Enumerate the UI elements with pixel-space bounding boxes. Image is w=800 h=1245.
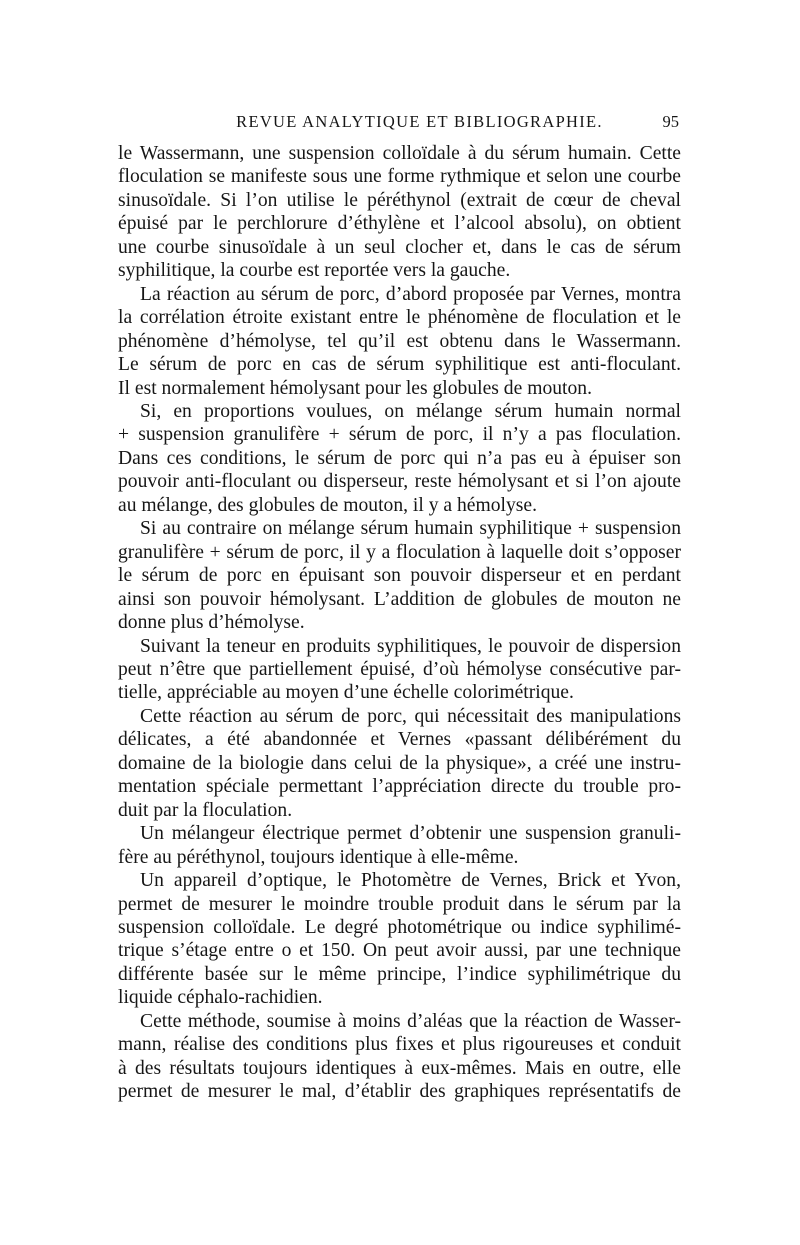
text-line: à des résultats toujours identiques à eux-mêmes. Mais en outre, elle: [118, 1057, 681, 1079]
text-line: donne plus d’hémolyse.: [118, 612, 305, 634]
text-line: duit par la floculation.: [118, 799, 293, 821]
text-line: peut n’être que partiellement épuisé, d’où hémolyse consécutive par-: [118, 658, 681, 680]
text-line: délicates, a été abandonnée et Vernes «passant délibérément du: [118, 729, 681, 751]
text-line: suspension colloïdale. Le degré photométrique ou indice syphilimé-: [118, 916, 681, 938]
text-line: Le sérum de porc en cas de sérum syphilitique est anti-floculant.: [118, 354, 681, 376]
paragraph: [118, 822, 681, 869]
text-line: liquide céphalo-rachidien.: [118, 987, 323, 1009]
paragraph: [118, 1010, 681, 1104]
text-line: épuisé par le perchlorure d’éthylène et l’alcool absolu), on obtient: [118, 213, 681, 235]
text-line: domaine de la biologie dans celui de la physique», a créé une instru-: [118, 752, 681, 774]
text-line: fère au péréthynol, toujours identique à elle-même.: [118, 846, 519, 868]
text-line: Si, en proportions voulues, on mélange sérum humain normal: [140, 400, 681, 422]
text-line: + suspension granulifère + sérum de porc, il n’y a pas floculation.: [118, 424, 681, 446]
text-line: permet de mesurer le moindre trouble produit dans le sérum par la: [118, 893, 681, 915]
text-line: La réaction au sérum de porc, d’abord proposée par Vernes, montra: [140, 283, 681, 305]
text-line: Un mélangeur électrique permet d’obtenir une suspension granuli-: [140, 823, 681, 845]
text-line: Un appareil d’optique, le Photomètre de Vernes, Brick et Yvon,: [140, 870, 681, 892]
text-line: permet de mesurer le mal, d’établir des graphiques représentatifs de: [118, 1081, 681, 1103]
book-page: [118, 112, 681, 1104]
paragraph: [118, 869, 681, 1010]
paragraph: [118, 283, 681, 400]
text-line: mann, réalise des conditions plus fixes et plus rigoureuses et conduit: [118, 1034, 681, 1056]
text-line: trique s’étage entre o et 150. On peut avoir aussi, par une technique: [118, 940, 681, 962]
text-line: au mélange, des globules de mouton, il y a hémolyse.: [118, 494, 537, 516]
text-line: floculation se manifeste sous une forme rythmique et selon une courbe: [118, 166, 681, 188]
text-line: la corrélation étroite existant entre le phénomène de floculation et le: [118, 307, 681, 329]
text-line: Dans ces conditions, le sérum de porc qui n’a pas eu à épuiser son: [118, 447, 681, 469]
text-line: pouvoir anti-floculant ou disperseur, reste hémolysant et si l’on ajoute: [118, 471, 681, 493]
text-line: différente basée sur le même principe, l’indice syphilimétrique du: [118, 963, 681, 985]
paragraph: [118, 517, 681, 634]
text-line: syphilitique, la courbe est reportée vers la gauche.: [118, 260, 511, 282]
running-head-title: REVUE ANALYTIQUE ET BIBLIOGRAPHIE.: [236, 112, 603, 131]
text-line: mentation spéciale permettant l’appréciation directe du trouble pro-: [118, 776, 681, 798]
text-line: Suivant la teneur en produits syphilitiques, le pouvoir de dispersion: [140, 635, 681, 657]
text-line: le sérum de porc en épuisant son pouvoir disperseur et en perdant: [118, 565, 681, 587]
text-line: Cette méthode, soumise à moins d’aléas que la réaction de Wasser-: [140, 1010, 681, 1032]
text-line: une courbe sinusoïdale à un seul clocher et, dans le cas de sérum: [118, 236, 681, 258]
text-line: sinusoïdale. Si l’on utilise le péréthynol (extrait de cœur de cheval: [118, 189, 681, 211]
text-line: tielle, appréciable au moyen d’une échelle colorimétrique.: [118, 682, 574, 704]
paragraph: [118, 142, 681, 283]
text-line: phénomène d’hémolyse, tel qu’il est obtenu dans le Wassermann.: [118, 330, 681, 352]
text-line: le Wassermann, une suspension colloïdale à du sérum humain. Cette: [118, 143, 681, 164]
paragraph: [118, 705, 681, 822]
paragraph: [118, 635, 681, 705]
text-line: Il est normalement hémolysant pour les globules de mouton.: [118, 377, 592, 399]
text-line: ainsi son pouvoir hémolysant. L’addition de globules de mouton ne: [118, 588, 681, 610]
paragraph: [118, 400, 681, 517]
text-line: granulifère + sérum de porc, il y a floculation à laquelle doit s’opposer: [118, 541, 681, 563]
page-number: 95: [662, 112, 679, 131]
running-head: [118, 112, 681, 142]
text-line: Cette réaction au sérum de porc, qui nécessitait des manipulations: [140, 705, 681, 727]
text-line: Si au contraire on mélange sérum humain syphilitique + suspension: [140, 518, 681, 540]
body-text: [118, 142, 681, 1104]
